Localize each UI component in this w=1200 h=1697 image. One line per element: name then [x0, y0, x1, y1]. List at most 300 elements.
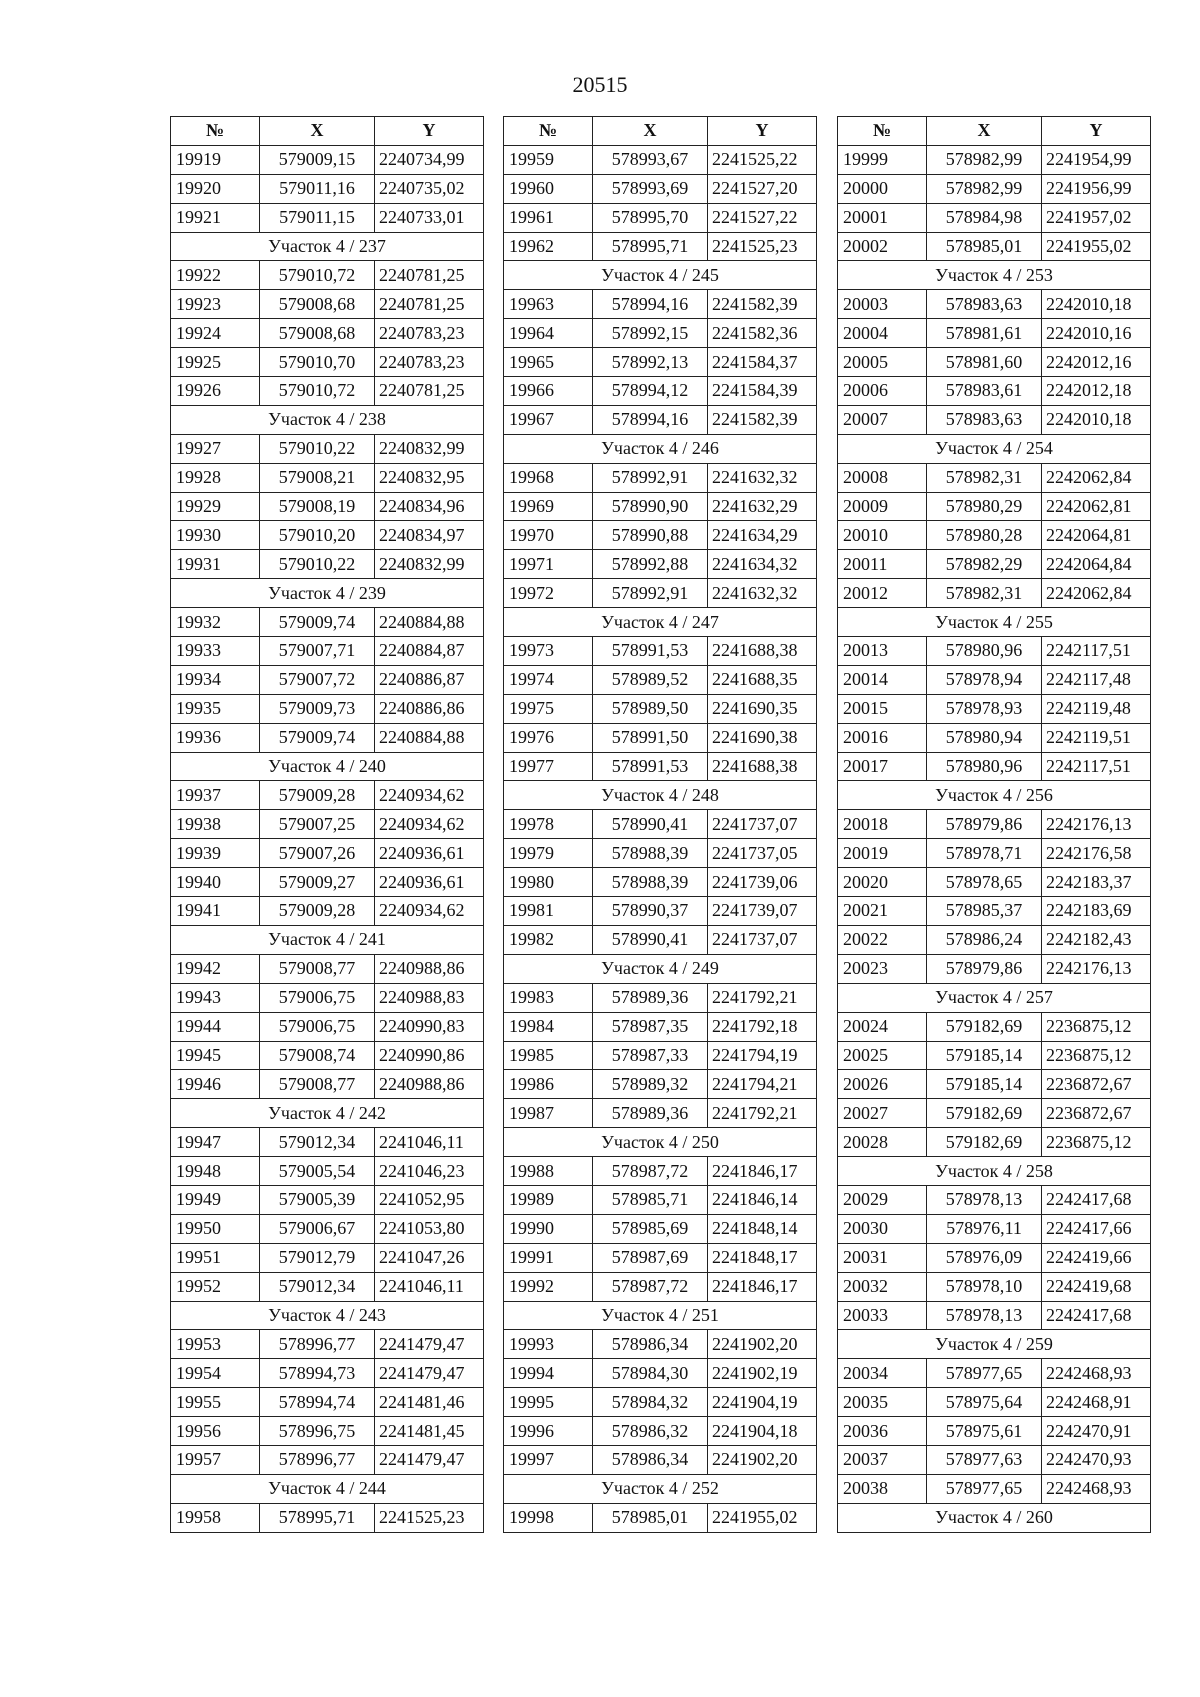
- y-coordinate: 2241955,02: [708, 1503, 817, 1532]
- y-coordinate: 2241690,35: [708, 694, 817, 723]
- y-header: Y: [375, 117, 484, 146]
- y-coordinate: 2242117,51: [1042, 752, 1151, 781]
- table-row: [838, 868, 1151, 897]
- x-coordinate: 579006,75: [260, 983, 375, 1012]
- y-coordinate: 2241739,06: [708, 868, 817, 897]
- point-number: 19995: [504, 1388, 593, 1417]
- point-number: 20001: [838, 203, 927, 232]
- point-number: 20005: [838, 348, 927, 377]
- section-label: Участок 4 / 247: [504, 608, 817, 637]
- section-label: Участок 4 / 238: [171, 405, 484, 434]
- y-coordinate: 2241052,95: [375, 1185, 484, 1214]
- y-coordinate: 2242064,84: [1042, 550, 1151, 579]
- point-number: 19925: [171, 348, 260, 377]
- y-coordinate: 2240934,62: [375, 810, 484, 839]
- x-coordinate: 578976,09: [927, 1243, 1042, 1272]
- coordinate-table-2: [503, 116, 817, 1533]
- point-number: 19980: [504, 868, 593, 897]
- y-coordinate: 2242012,16: [1042, 348, 1151, 377]
- y-coordinate: 2241904,19: [708, 1388, 817, 1417]
- point-number: 20038: [838, 1474, 927, 1503]
- table-row: [171, 868, 484, 897]
- table-row: [504, 1099, 817, 1128]
- point-number: 19985: [504, 1041, 593, 1070]
- x-coordinate: 578988,39: [593, 839, 708, 868]
- y-coordinate: 2241582,36: [708, 319, 817, 348]
- table-row: [504, 1012, 817, 1041]
- section-row: [171, 232, 484, 261]
- x-coordinate: 578978,13: [927, 1301, 1042, 1330]
- y-coordinate: 2241737,05: [708, 839, 817, 868]
- table-row: [171, 810, 484, 839]
- table-row: [838, 550, 1151, 579]
- x-coordinate: 578986,24: [927, 925, 1042, 954]
- x-coordinate: 578979,86: [927, 954, 1042, 983]
- x-coordinate: 578982,99: [927, 174, 1042, 203]
- point-number: 19987: [504, 1099, 593, 1128]
- table-row: [838, 1359, 1151, 1388]
- x-coordinate: 579011,16: [260, 174, 375, 203]
- y-coordinate: 2241632,29: [708, 492, 817, 521]
- y-coordinate: 2241737,07: [708, 810, 817, 839]
- x-coordinate: 579010,22: [260, 550, 375, 579]
- table-row: [838, 810, 1151, 839]
- x-coordinate: 578990,41: [593, 925, 708, 954]
- y-coordinate: 2240884,87: [375, 637, 484, 666]
- table-row: [171, 1359, 484, 1388]
- y-coordinate: 2240781,25: [375, 290, 484, 319]
- y-header: Y: [1042, 117, 1151, 146]
- x-coordinate: 578995,70: [593, 203, 708, 232]
- y-coordinate: 2241632,32: [708, 579, 817, 608]
- point-number: 19992: [504, 1272, 593, 1301]
- point-number: 20031: [838, 1243, 927, 1272]
- point-number: 19990: [504, 1214, 593, 1243]
- table-row: [838, 839, 1151, 868]
- table-row: [171, 145, 484, 174]
- table-row: [838, 752, 1151, 781]
- x-coordinate: 578979,86: [927, 810, 1042, 839]
- y-coordinate: 2242182,43: [1042, 925, 1151, 954]
- x-coordinate: 578982,29: [927, 550, 1042, 579]
- point-number: 20004: [838, 319, 927, 348]
- y-coordinate: 2241688,35: [708, 665, 817, 694]
- table-row: [504, 897, 817, 926]
- point-number: 20034: [838, 1359, 927, 1388]
- x-coordinate: 578980,96: [927, 637, 1042, 666]
- y-coordinate: 2240936,61: [375, 868, 484, 897]
- y-coordinate: 2240884,88: [375, 608, 484, 637]
- y-coordinate: 2241902,20: [708, 1445, 817, 1474]
- point-number: 20033: [838, 1301, 927, 1330]
- y-coordinate: 2241956,99: [1042, 174, 1151, 203]
- table-row: [504, 1070, 817, 1099]
- y-coordinate: 2241957,02: [1042, 203, 1151, 232]
- point-number: 20007: [838, 405, 927, 434]
- point-number: 20022: [838, 925, 927, 954]
- x-coordinate: 578996,77: [260, 1330, 375, 1359]
- x-coordinate: 578983,63: [927, 290, 1042, 319]
- section-row: [504, 1474, 817, 1503]
- y-coordinate: 2242012,18: [1042, 377, 1151, 406]
- x-coordinate: 579008,77: [260, 1070, 375, 1099]
- table-row: [838, 1128, 1151, 1157]
- y-coordinate: 2241904,18: [708, 1417, 817, 1446]
- y-coordinate: 2241902,19: [708, 1359, 817, 1388]
- table-row: [504, 550, 817, 579]
- x-coordinate: 579005,54: [260, 1157, 375, 1186]
- y-coordinate: 2236875,12: [1042, 1128, 1151, 1157]
- section-row: [504, 1301, 817, 1330]
- point-number: 19964: [504, 319, 593, 348]
- point-number: 19957: [171, 1445, 260, 1474]
- table-row: [504, 868, 817, 897]
- table-row: [504, 839, 817, 868]
- x-coordinate: 579185,14: [927, 1070, 1042, 1099]
- table-row: [838, 1301, 1151, 1330]
- y-coordinate: 2240990,86: [375, 1041, 484, 1070]
- table-row: [504, 665, 817, 694]
- x-coordinate: 578977,65: [927, 1474, 1042, 1503]
- y-coordinate: 2240781,25: [375, 377, 484, 406]
- x-coordinate: 578994,74: [260, 1388, 375, 1417]
- x-header: X: [927, 117, 1042, 146]
- table-row: [504, 377, 817, 406]
- section-row: [838, 608, 1151, 637]
- x-coordinate: 579012,34: [260, 1128, 375, 1157]
- y-coordinate: 2241846,17: [708, 1157, 817, 1186]
- y-coordinate: 2242419,68: [1042, 1272, 1151, 1301]
- x-coordinate: 579006,67: [260, 1214, 375, 1243]
- table-row: [171, 1070, 484, 1099]
- x-coordinate: 578978,93: [927, 694, 1042, 723]
- section-row: [838, 983, 1151, 1012]
- table-row: [838, 405, 1151, 434]
- point-number: 19936: [171, 723, 260, 752]
- y-coordinate: 2241046,11: [375, 1272, 484, 1301]
- y-coordinate: 2241902,20: [708, 1330, 817, 1359]
- coordinate-table: [170, 116, 484, 1533]
- y-coordinate: 2241634,29: [708, 521, 817, 550]
- table-row: [838, 377, 1151, 406]
- table-row: [171, 463, 484, 492]
- point-number: 19968: [504, 463, 593, 492]
- table-row: [838, 232, 1151, 261]
- y-coordinate: 2241792,21: [708, 1099, 817, 1128]
- y-coordinate: 2242010,18: [1042, 290, 1151, 319]
- point-number: 20003: [838, 290, 927, 319]
- y-coordinate: 2242183,37: [1042, 868, 1151, 897]
- table-row: [171, 434, 484, 463]
- point-number: 19934: [171, 665, 260, 694]
- y-coordinate: 2241848,17: [708, 1243, 817, 1272]
- point-number: 20016: [838, 723, 927, 752]
- table-row: [171, 1272, 484, 1301]
- table-row: [838, 174, 1151, 203]
- section-row: [838, 261, 1151, 290]
- table-row: [504, 1417, 817, 1446]
- x-coordinate: 579182,69: [927, 1012, 1042, 1041]
- section-row: [504, 261, 817, 290]
- point-number: 19962: [504, 232, 593, 261]
- table-row: [504, 1157, 817, 1186]
- table-row: [171, 1445, 484, 1474]
- y-coordinate: 2236875,12: [1042, 1012, 1151, 1041]
- y-coordinate: 2236872,67: [1042, 1099, 1151, 1128]
- section-label: Участок 4 / 249: [504, 954, 817, 983]
- point-number: 19941: [171, 897, 260, 926]
- point-number: 20013: [838, 637, 927, 666]
- point-number: 19948: [171, 1157, 260, 1186]
- section-label: Участок 4 / 259: [838, 1330, 1151, 1359]
- point-number: 19919: [171, 145, 260, 174]
- x-coordinate: 578996,77: [260, 1445, 375, 1474]
- y-coordinate: 2240832,99: [375, 434, 484, 463]
- table-row: [838, 290, 1151, 319]
- table-row: [838, 492, 1151, 521]
- table-row: [504, 810, 817, 839]
- y-coordinate: 2240734,99: [375, 145, 484, 174]
- x-coordinate: 578985,71: [593, 1185, 708, 1214]
- table-row: [171, 1128, 484, 1157]
- table-row: [838, 319, 1151, 348]
- point-number: 20010: [838, 521, 927, 550]
- y-coordinate: 2241634,32: [708, 550, 817, 579]
- section-label: Участок 4 / 252: [504, 1474, 817, 1503]
- x-coordinate: 578994,16: [593, 290, 708, 319]
- x-coordinate: 578993,69: [593, 174, 708, 203]
- number-header: №: [171, 117, 260, 146]
- y-coordinate: 2240936,61: [375, 839, 484, 868]
- section-label: Участок 4 / 255: [838, 608, 1151, 637]
- table-row: [504, 521, 817, 550]
- point-number: 19935: [171, 694, 260, 723]
- y-coordinate: 2240832,99: [375, 550, 484, 579]
- x-coordinate: 578992,88: [593, 550, 708, 579]
- x-coordinate: 579007,71: [260, 637, 375, 666]
- table-row: [504, 463, 817, 492]
- point-number: 19961: [504, 203, 593, 232]
- point-number: 20030: [838, 1214, 927, 1243]
- point-number: 20008: [838, 463, 927, 492]
- x-coordinate: 578984,98: [927, 203, 1042, 232]
- section-label: Участок 4 / 260: [838, 1503, 1151, 1532]
- table-row: [171, 1503, 484, 1532]
- x-coordinate: 578978,10: [927, 1272, 1042, 1301]
- x-coordinate: 579009,28: [260, 897, 375, 926]
- table-row: [838, 954, 1151, 983]
- point-number: 19938: [171, 810, 260, 839]
- point-number: 19981: [504, 897, 593, 926]
- y-coordinate: 2241525,23: [375, 1503, 484, 1532]
- point-number: 19945: [171, 1041, 260, 1070]
- point-number: 19951: [171, 1243, 260, 1272]
- y-coordinate: 2241046,23: [375, 1157, 484, 1186]
- x-coordinate: 579010,72: [260, 377, 375, 406]
- header-row: [504, 117, 817, 146]
- x-coordinate: 579008,68: [260, 319, 375, 348]
- x-coordinate: 578978,65: [927, 868, 1042, 897]
- x-coordinate: 578976,11: [927, 1214, 1042, 1243]
- x-coordinate: 578978,71: [927, 839, 1042, 868]
- table-row: [171, 1012, 484, 1041]
- section-label: Участок 4 / 250: [504, 1128, 817, 1157]
- table-row: [171, 839, 484, 868]
- table-row: [171, 1330, 484, 1359]
- point-number: 19953: [171, 1330, 260, 1359]
- y-coordinate: 2241846,14: [708, 1185, 817, 1214]
- table-row: [838, 897, 1151, 926]
- table-row: [504, 1185, 817, 1214]
- y-coordinate: 2241846,17: [708, 1272, 817, 1301]
- table-row: [171, 1243, 484, 1272]
- table-row: [838, 1214, 1151, 1243]
- x-coordinate: 578989,32: [593, 1070, 708, 1099]
- point-number: 20012: [838, 579, 927, 608]
- x-coordinate: 579185,14: [927, 1041, 1042, 1070]
- point-number: 19974: [504, 665, 593, 694]
- section-row: [838, 434, 1151, 463]
- point-number: 19931: [171, 550, 260, 579]
- x-coordinate: 578990,88: [593, 521, 708, 550]
- y-coordinate: 2240886,87: [375, 665, 484, 694]
- section-row: [171, 579, 484, 608]
- table-row: [171, 1388, 484, 1417]
- y-coordinate: 2242176,13: [1042, 810, 1151, 839]
- y-coordinate: 2242010,16: [1042, 319, 1151, 348]
- x-coordinate: 579010,20: [260, 521, 375, 550]
- coordinate-table: [837, 116, 1151, 1533]
- y-coordinate: 2242064,81: [1042, 521, 1151, 550]
- x-coordinate: 578989,50: [593, 694, 708, 723]
- table-row: [838, 925, 1151, 954]
- x-coordinate: 578981,61: [927, 319, 1042, 348]
- point-number: 19967: [504, 405, 593, 434]
- y-coordinate: 2241955,02: [1042, 232, 1151, 261]
- point-number: 19986: [504, 1070, 593, 1099]
- section-row: [171, 1301, 484, 1330]
- y-coordinate: 2240934,62: [375, 781, 484, 810]
- x-coordinate: 579010,72: [260, 261, 375, 290]
- x-coordinate: 578995,71: [593, 232, 708, 261]
- section-row: [504, 781, 817, 810]
- y-coordinate: 2242117,48: [1042, 665, 1151, 694]
- section-row: [171, 752, 484, 781]
- point-number: 19933: [171, 637, 260, 666]
- y-coordinate: 2241584,37: [708, 348, 817, 377]
- x-coordinate: 578982,99: [927, 145, 1042, 174]
- point-number: 19923: [171, 290, 260, 319]
- point-number: 19955: [171, 1388, 260, 1417]
- x-coordinate: 578986,32: [593, 1417, 708, 1446]
- point-number: 19960: [504, 174, 593, 203]
- section-label: Участок 4 / 251: [504, 1301, 817, 1330]
- table-row: [838, 723, 1151, 752]
- x-coordinate: 579182,69: [927, 1099, 1042, 1128]
- point-number: 20018: [838, 810, 927, 839]
- table-row: [838, 637, 1151, 666]
- table-row: [838, 1388, 1151, 1417]
- table-row: [171, 781, 484, 810]
- x-coordinate: 578990,90: [593, 492, 708, 521]
- point-number: 19973: [504, 637, 593, 666]
- table-row: [504, 983, 817, 1012]
- y-coordinate: 2241739,07: [708, 897, 817, 926]
- point-number: 19952: [171, 1272, 260, 1301]
- point-number: 19994: [504, 1359, 593, 1388]
- section-row: [171, 1474, 484, 1503]
- point-number: 19946: [171, 1070, 260, 1099]
- section-label: Участок 4 / 253: [838, 261, 1151, 290]
- table-row: [171, 1185, 484, 1214]
- table-row: [504, 1041, 817, 1070]
- table-row: [838, 1243, 1151, 1272]
- point-number: 20026: [838, 1070, 927, 1099]
- point-number: 20017: [838, 752, 927, 781]
- y-coordinate: 2242010,18: [1042, 405, 1151, 434]
- x-coordinate: 578993,67: [593, 145, 708, 174]
- table-row: [171, 608, 484, 637]
- y-coordinate: 2241481,45: [375, 1417, 484, 1446]
- table-row: [838, 348, 1151, 377]
- y-coordinate: 2241690,38: [708, 723, 817, 752]
- point-number: 19977: [504, 752, 593, 781]
- x-coordinate: 578996,75: [260, 1417, 375, 1446]
- point-number: 19988: [504, 1157, 593, 1186]
- section-label: Участок 4 / 256: [838, 781, 1151, 810]
- x-coordinate: 578986,34: [593, 1330, 708, 1359]
- x-coordinate: 578991,50: [593, 723, 708, 752]
- point-number: 19930: [171, 521, 260, 550]
- table-row: [504, 1272, 817, 1301]
- x-coordinate: 578988,39: [593, 868, 708, 897]
- y-coordinate: 2242417,68: [1042, 1301, 1151, 1330]
- point-number: 20027: [838, 1099, 927, 1128]
- x-coordinate: 578980,96: [927, 752, 1042, 781]
- point-number: 19997: [504, 1445, 593, 1474]
- point-number: 20006: [838, 377, 927, 406]
- x-coordinate: 578990,37: [593, 897, 708, 926]
- y-coordinate: 2241479,47: [375, 1330, 484, 1359]
- table-row: [504, 1330, 817, 1359]
- x-coordinate: 579008,77: [260, 954, 375, 983]
- table-row: [504, 405, 817, 434]
- x-coordinate: 579010,70: [260, 348, 375, 377]
- x-coordinate: 578992,91: [593, 579, 708, 608]
- x-coordinate: 579009,74: [260, 608, 375, 637]
- point-number: 19983: [504, 983, 593, 1012]
- x-coordinate: 578995,71: [260, 1503, 375, 1532]
- x-coordinate: 578994,73: [260, 1359, 375, 1388]
- table-row: [171, 1214, 484, 1243]
- point-number: 19963: [504, 290, 593, 319]
- x-coordinate: 578986,34: [593, 1445, 708, 1474]
- point-number: 19940: [171, 868, 260, 897]
- point-number: 19920: [171, 174, 260, 203]
- y-coordinate: 2240884,88: [375, 723, 484, 752]
- x-coordinate: 578977,65: [927, 1359, 1042, 1388]
- section-label: Участок 4 / 239: [171, 579, 484, 608]
- x-coordinate: 578981,60: [927, 348, 1042, 377]
- x-coordinate: 579006,75: [260, 1012, 375, 1041]
- point-number: 19924: [171, 319, 260, 348]
- y-coordinate: 2241584,39: [708, 377, 817, 406]
- point-number: 20019: [838, 839, 927, 868]
- y-coordinate: 2241794,19: [708, 1041, 817, 1070]
- table-row: [504, 925, 817, 954]
- table-row: [504, 1445, 817, 1474]
- section-row: [504, 954, 817, 983]
